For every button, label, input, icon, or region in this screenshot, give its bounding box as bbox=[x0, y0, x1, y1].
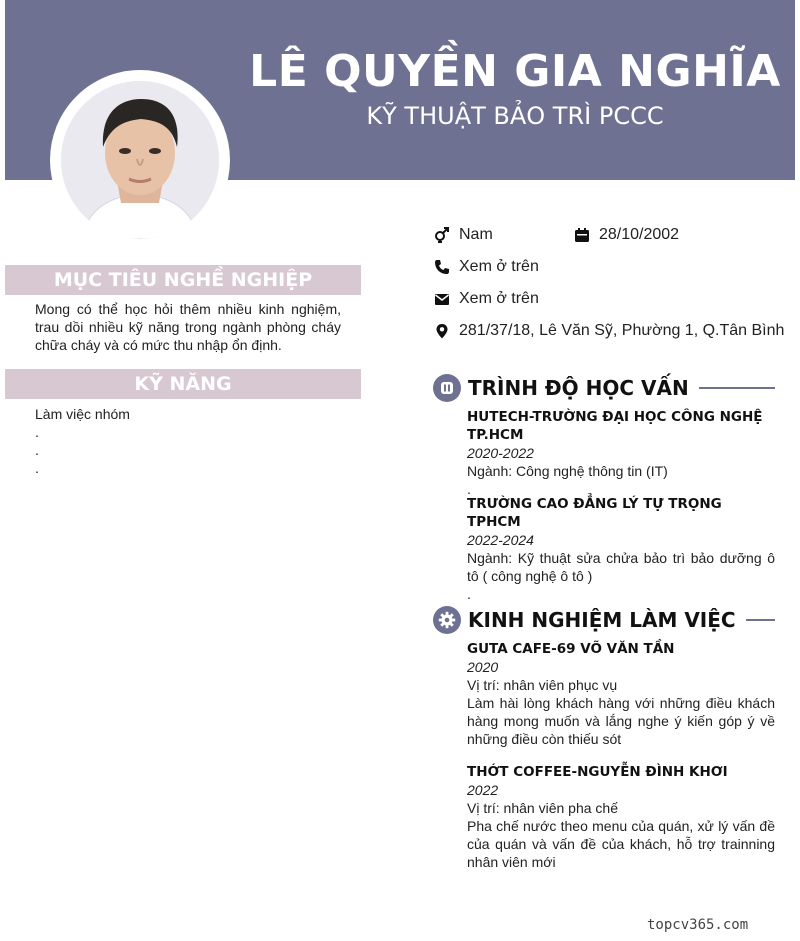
phone-row bbox=[434, 258, 539, 276]
divider bbox=[699, 387, 775, 389]
job-title: KỸ THUẬT BẢO TRÌ PCCC bbox=[366, 102, 664, 130]
school-name: HUTECH-TRƯỜNG ĐẠI HỌC CÔNG NGHỆ TP.HCM bbox=[467, 409, 763, 443]
avatar bbox=[61, 81, 219, 239]
skills-list bbox=[35, 405, 335, 477]
education-icon bbox=[433, 374, 461, 402]
education-entry bbox=[467, 408, 775, 498]
major: Ngành: Kỹ thuật sửa chửa bảo trì bảo dưỡng ô tô ( công nghệ ô tô ) bbox=[467, 550, 775, 584]
extra-line: . bbox=[467, 586, 471, 602]
divider bbox=[746, 619, 775, 621]
experience-entry bbox=[467, 640, 775, 748]
email-row bbox=[434, 290, 539, 308]
extra-line: . bbox=[467, 481, 471, 497]
company-name: GUTA CAFE-69 VÕ VĂN TẦN bbox=[467, 641, 675, 657]
avatar-portrait bbox=[61, 81, 219, 239]
role: Vị trí: nhân viên phục vụ bbox=[467, 677, 618, 693]
skill-item: . bbox=[35, 460, 39, 476]
email-icon bbox=[434, 291, 450, 307]
role: Vị trí: nhân viên pha chế bbox=[467, 800, 618, 816]
skill-item: . bbox=[35, 442, 39, 458]
company-name: THỚT COFFEE-NGUYỄN ĐÌNH KHƠI bbox=[467, 764, 728, 780]
experience-heading: KINH NGHIỆM LÀM VIỆC bbox=[468, 608, 736, 632]
gender-row bbox=[434, 226, 493, 244]
objective-heading: MỤC TIÊU NGHỀ NGHIỆP bbox=[5, 265, 361, 295]
skills-heading: KỸ NĂNG bbox=[5, 369, 361, 399]
education-section-header bbox=[433, 373, 775, 403]
job-description: Làm hài lòng khách hàng với những điều khách hàng mong muốn và lắng nghe ý kiến góp ý về những điều còn thiếu sót bbox=[467, 695, 775, 747]
experience-entry bbox=[467, 763, 775, 871]
phone-value: Xem ở trên bbox=[459, 258, 539, 275]
watermark: topcv365.com bbox=[647, 917, 749, 933]
candidate-name: LÊ QUYỀN GIA NGHĨA bbox=[249, 46, 781, 97]
dob-row bbox=[574, 226, 679, 244]
gear-icon bbox=[433, 606, 461, 634]
education-heading: TRÌNH ĐỘ HỌC VẤN bbox=[468, 376, 689, 400]
education-entry bbox=[467, 495, 775, 603]
period: 2020 bbox=[467, 659, 499, 675]
objective-text: Mong có thể học hỏi thêm nhiều kinh nghiệm, trau dồi nhiều kỹ năng trong ngành phòng cháy chữa cháy và có mức thu nhập ổn định. bbox=[35, 301, 341, 353]
gender-icon bbox=[434, 227, 450, 243]
period: 2022-2024 bbox=[467, 532, 534, 548]
school-name: TRƯỜNG CAO ĐẲNG LÝ TỰ TRỌNG TPHCM bbox=[467, 496, 722, 530]
gender-value: Nam bbox=[459, 226, 493, 243]
address-row bbox=[434, 322, 784, 340]
skill-item: Làm việc nhóm bbox=[35, 406, 130, 422]
period: 2022 bbox=[467, 782, 499, 798]
dob-value: 28/10/2002 bbox=[599, 226, 680, 243]
skill-item: . bbox=[35, 424, 39, 440]
phone-icon bbox=[434, 259, 450, 275]
calendar-icon bbox=[574, 227, 590, 243]
job-description: Pha chế nước theo menu của quán, xử lý vấn đề của quán và vấn đề của khách, hỗ trợ trainning nhân viên mới bbox=[467, 818, 775, 870]
location-icon bbox=[434, 323, 450, 339]
email-value: Xem ở trên bbox=[459, 290, 539, 307]
major: Ngành: Công nghệ thông tin (IT) bbox=[467, 463, 668, 479]
address-value: 281/37/18, Lê Văn Sỹ, Phường 1, Q.Tân Bình bbox=[459, 322, 785, 339]
period: 2020-2022 bbox=[467, 445, 534, 461]
experience-section-header bbox=[433, 605, 775, 635]
